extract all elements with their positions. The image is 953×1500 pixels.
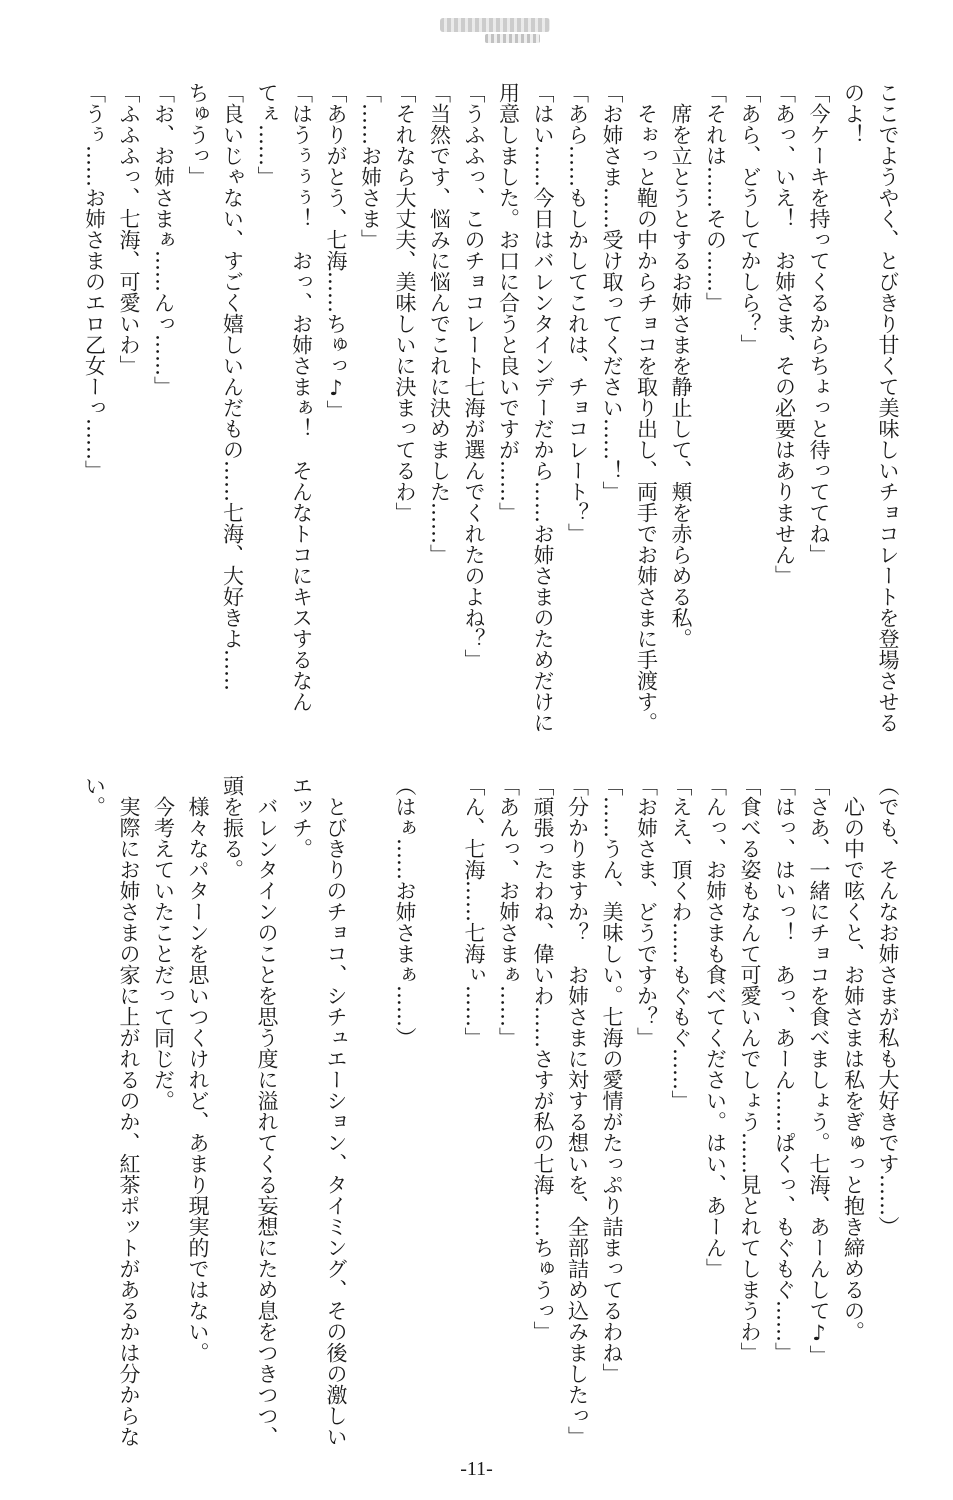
text-line: 「今ケーキを持ってくるからちょっと待っててね」 <box>807 82 831 565</box>
text-line: 「あっ、いえ！ お姉さま、その必要はありません」 <box>772 82 797 586</box>
text-line: 「お、お姉さまぁ……んっ……」 <box>151 82 176 397</box>
text-line: 「……お姉さま」 <box>358 82 383 250</box>
text-block-top <box>77 82 905 742</box>
text-line: 「あら……もしかしてこれは、チョコレート？」 <box>565 82 590 544</box>
text-block-bottom <box>77 775 905 1445</box>
text-line: 「うぅ……お姉さまのエロ乙女ーっ……」 <box>82 82 107 481</box>
text-line: 「頑張ったわね、偉いわ……さすが私の七海……ちゅうっ」 <box>531 775 555 1342</box>
text-line: 「……うん、美味しい。七海の愛情がたっぷり詰まってるわね」 <box>600 775 624 1384</box>
text-line: 「あら、どうしてかしら？」 <box>738 82 762 355</box>
text-line: 席を立とうとするお姉さまを静止して、頬を赤らめる私。 <box>669 82 693 649</box>
text-line: 「食べる姿もなんて可愛いんでしょう……見とれてしまうわ」 <box>738 775 762 1363</box>
text-line: （でも、そんなお姉さまが私も大好きです……） <box>876 775 900 1237</box>
text-line: 実際にお姉さまの家に上がれるのか、紅茶ポットがあるかは分からな <box>117 775 141 1447</box>
text-line: 「うふふっ、このチョコレート七海が選んでくれたのよね？」 <box>462 82 486 670</box>
text-line: 「ええ、頂くわ……もぐもぐ……」 <box>669 775 693 1111</box>
text-line: 「ん、七海……七海ぃ……」 <box>462 775 486 1048</box>
text-line: 「さあ、一緒にチョコを食べましょう。七海、あーんして♪」 <box>807 775 831 1366</box>
text-line: 「あんっ、お姉さまぁ……」 <box>496 775 521 1048</box>
text-line: のよ！ <box>841 82 866 145</box>
text-line: 頭を振る。 <box>220 775 245 880</box>
logo-subtitle-mark <box>485 34 540 43</box>
text-line: ここでようやく、とびきり甘くて美味しいチョコレートを登場させる <box>876 82 900 733</box>
text-line: 用意しました。お口に合うと良いですが……」 <box>496 82 521 523</box>
text-line: 「はい……今日はバレンタインデーだから……お姉さまのためだけに <box>531 82 555 733</box>
text-line: バレンタインのことを思う度に溢れてくる妄想にため息をつきつつ、 <box>255 775 279 1447</box>
text-line: 今考えていたことだって同じだ。 <box>151 775 176 1111</box>
text-line: 「ふふふっ、七海、可愛いわ」 <box>117 82 141 376</box>
text-line: 「それは……その……」 <box>703 82 728 313</box>
text-line: い。 <box>82 775 107 817</box>
text-line: ちゅうっ」 <box>186 82 210 187</box>
text-line <box>422 775 457 1445</box>
text-line: （はぁ……お姉さまぁ……） <box>393 775 417 1048</box>
logo-title-mark <box>440 18 550 32</box>
text-line: 「分かりますか？ お姉さまに対する想いを、全部詰め込みましたっ」 <box>565 775 590 1447</box>
text-line: 心の中で呟くと、お姉さまは私をぎゅっと抱き締めるの。 <box>841 775 866 1342</box>
text-line: 「はっ、はいっ！ あっ、あーん……ぱくっ、もぐもぐ……」 <box>772 775 797 1363</box>
text-line: 「それなら大丈夫、美味しいに決まってるわ」 <box>393 82 417 523</box>
text-line: 「当然です、悩みに悩んでこれに決めました……」 <box>427 82 452 565</box>
text-line: そぉっと鞄の中からチョコを取り出し、両手でお姉さまに手渡す。 <box>634 82 659 733</box>
text-line: 「ありがとう、七海……ちゅっ♪」 <box>324 82 348 421</box>
text-line <box>353 775 388 1445</box>
text-line: 様々なパターンを思いつくけれど、あまり現実的ではない。 <box>186 775 210 1363</box>
text-line: 「お姉さま、どうですか？」 <box>634 775 659 1048</box>
text-line: てぇ……」 <box>255 82 279 187</box>
text-line: 「はうぅぅぅ！ おっ、お姉さまぁ！ そんなトコにキスするなん <box>289 82 314 712</box>
header-logo <box>440 18 550 48</box>
text-line: 「お姉さま……受け取ってください……！」 <box>600 82 624 502</box>
text-line: とびきりのチョコ、シチュエーション、タイミング、その後の激しい <box>324 775 348 1447</box>
text-line: エッチ。 <box>289 775 314 859</box>
page-number: -11- <box>460 1458 493 1480</box>
text-line: 「んっ、お姉さまも食べてください。はい、あーん」 <box>703 775 728 1279</box>
text-line: 「良いじゃない、すごく嬉しいんだもの……七海、大好きよ…… <box>220 82 245 691</box>
